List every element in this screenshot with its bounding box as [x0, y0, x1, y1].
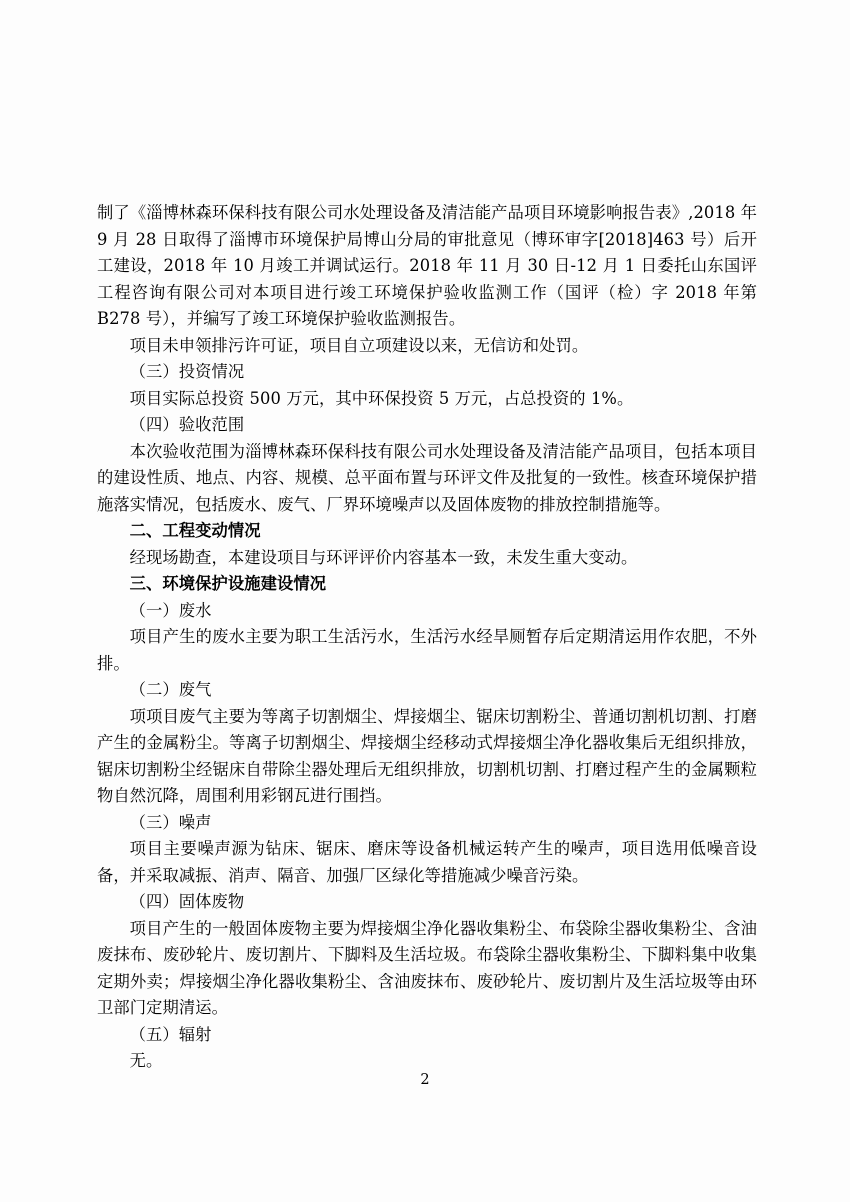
- paragraph-p1: 制了《淄博林森环保科技有限公司水处理设备及清洁能产品项目环境影响报告表》,2018 年 9 月 28 日取得了淄博市环境保护局博山分局的审批意见（博环审字[2018]463 号）后开工建设，2018 年 10 月竣工并调试运行。2018 年 11 月 30 日-12 月 1 日委托山东国评工程咨询有限公司对本项目进行竣工环境保护验收监测工作（国评（检）字 2018 年第 B278 号），并编写了竣工环境保护验收监测报告。: [97, 203, 757, 328]
- subsection-heading-wastewater: （一）废水: [129, 600, 212, 620]
- paragraph-p17: 项目产生的一般固体废物主要为焊接烟尘净化器收集粉尘、布袋除尘器收集粉尘、含油废抹布、废砂轮片、废切割片、下脚料及生活垃圾。布袋除尘器收集粉尘、下脚料集中收集定期外卖；焊接烟尘净化器收集粉尘、含油废抹布、废砂轮片、废切割片及生活垃圾等由环卫部门定期清运。: [97, 918, 757, 1017]
- paragraph-p4: 项目实际总投资 500 万元，其中环保投资 5 万元，占总投资的 1%。: [129, 388, 634, 408]
- document-body: [97, 200, 757, 1075]
- paragraph-p11: 项目产生的废水主要为职工生活污水，生活污水经旱厕暂存后定期清运用作农肥，不外排。: [97, 627, 757, 673]
- subsection-heading-solid-waste: （四）固体废物: [129, 892, 245, 911]
- paragraph-p19: 无。: [129, 1051, 163, 1070]
- paragraph-p8: 经现场勘查，本建设项目与环评评价内容基本一致，未发生重大变动。: [129, 547, 638, 567]
- paragraph-p13: 项项目废气主要为等离子切割烟尘、焊接烟尘、锯床切割粉尘、普通切割机切割、打磨产生的金属粉尘。等离子切割烟尘、焊接烟尘经移动式焊接烟尘净化器收集后无组织排放，锯床切割粉尘经锯床自带除尘器处理后无组织排放，切割机切割、打磨过程产生的金属颗粒物自然沉降，周围利用彩钢瓦进行围挡。: [97, 706, 757, 805]
- subsection-heading-radiation: （五）辐射: [129, 1024, 212, 1044]
- section-heading-acceptance-scope: （四）验收范围: [129, 415, 245, 434]
- section-heading-project-changes: 二、工程变动情况: [129, 521, 261, 540]
- paragraph-p6: 本次验收范围为淄博林森环保科技有限公司水处理设备及清洁能产品项目，包括本项目的建设性质、地点、内容、规模、总平面布置与环评文件及批复的一致性。核查环境保护措施落实情况，包括废水、废气、厂界环境噪声以及固体废物的排放控制措施等。: [97, 441, 757, 514]
- section-heading-investment: （三）投资情况: [129, 362, 245, 381]
- paragraph-p15: 项目主要噪声源为钻床、锯床、磨床等设备机械运转产生的噪声，项目选用低噪音设备，并采取减振、消声、隔音、加强厂区绿化等措施减少噪音污染。: [97, 839, 757, 885]
- section-heading-env-facilities: 三、环境保护设施建设情况: [129, 574, 327, 593]
- subsection-heading-noise: （三）噪声: [129, 812, 212, 832]
- paragraph-p2: 项目未申领排污许可证，项目自立项建设以来，无信访和处罚。: [129, 335, 589, 355]
- page-number: 2: [420, 1072, 430, 1088]
- subsection-heading-waste-gas: （二）废气: [129, 680, 212, 699]
